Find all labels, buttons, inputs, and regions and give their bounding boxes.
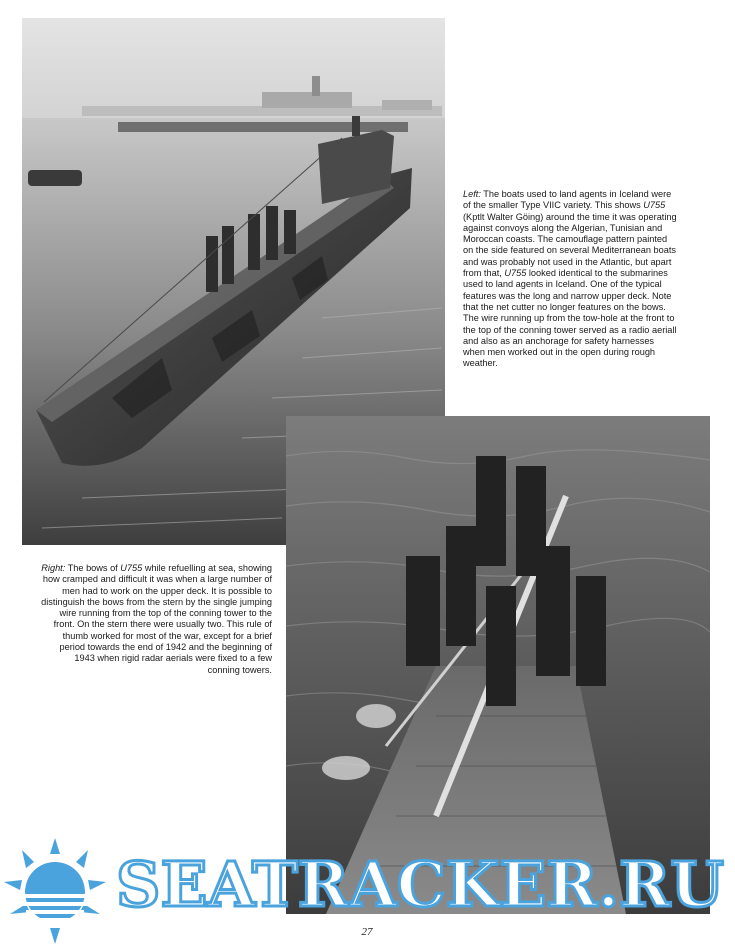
watermark-text: SEATRACKER.RU [116,848,724,921]
page-number: 27 [361,926,373,938]
caption-right-text-2: while refuelling at sea, showing how cramped and difficult it was when a large number of men had to work on the upper deck. It is possible to distinguish the bows from the stern by the single jumping wire running from the top of the conning tower to the front. On the stern there were usually two. This rule of thumb worked for most of the war, except for a brief period towards the end of 1942 and the beginning of 1943 when rigid radar aerials were fixed to a few conning towers. [41,563,272,675]
caption-left-boat-1: U755 [643,200,666,211]
caption-right-photo [40,563,272,676]
sun-over-sea-icon [4,838,106,944]
caption-right-text-1: The bows of [65,563,121,573]
caption-left-text-3: looked identical to the submarines used to land agents in Iceland. One of the typical features was the long and narrow upper deck. Note that the net cutter no longer features on the bows. The wire running up from the tow-hole at the front to the top of the conning tower served as a radio aeriall and also as an anchorage for safety harnesses when men worked out in the open during rough weather. [463,268,677,369]
caption-left-lead: Left: [463,189,481,199]
caption-left-text-2: (Kptlt Walter Göing) around the time it was operating against convoys along the Algerian, Tunisian and Moroccan coasts. The camouflage pattern painted on the side featured on several Mediterranean boats and was probably not used in the Atlantic, but apart from that, [463,211,677,279]
caption-right-boat-1: U755 [120,563,143,573]
caption-left-photo [463,189,678,370]
caption-left-text-1: The boats used to land agents in Iceland were of the smaller Type VIIC variety. This shows [463,189,672,211]
caption-right-lead: Right: [41,563,66,573]
caption-left-boat-2: U755 [504,268,527,279]
